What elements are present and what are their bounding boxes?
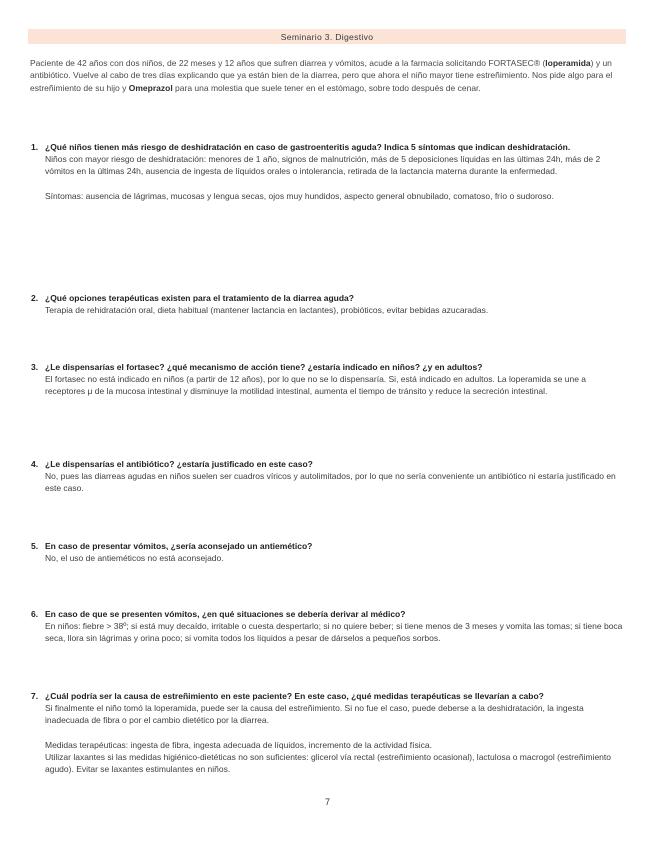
- question-number: 3.: [31, 362, 39, 372]
- question-title: ¿Le dispensarías el fortasec? ¿qué mecanismo de acción tiene? ¿estaría indicado en niños? ¿y en adultos?: [45, 362, 483, 372]
- question-answer: Si finalmente el niño tomó la loperamida, puede ser la causa del estreñimiento. Si no fue el caso, puede deberse a la deshidratación, la ingesta inadecuada de fibra o por el cambio dietético por la diarrea.: [45, 703, 584, 726]
- section-header: [28, 29, 626, 44]
- intro-text-2: ) y un antibiótico. Vuelve al cabo de tres días explicando que ya están bien de la diarrea, pero que ahora el niño mayor tiene estreñimiento. Nos pide algo para el estreñimiento de su hijo y: [30, 58, 613, 93]
- question-number: 6.: [31, 609, 39, 619]
- question-answer-laxatives: Utilizar laxantes si las medidas higiénico-dietéticas no son suficientes: glicerol vía rectal (estreñimiento ocasional), lactulosa o macrogol (estreñimiento agudo). Evitar se laxantes estimulantes en niños.: [45, 751, 611, 775]
- question-answer: Terapia de rehidratación oral, dieta habitual (mantener lactancia en lactantes), probióticos, evitar bebidas azucaradas.: [45, 305, 489, 316]
- question-7: [31, 690, 625, 775]
- intro-text-1: Paciente de 42 años con dos niños, de 22 meses y 12 años que sufren diarrea y vómitos, acude a la farmacia solicitando FORTASEC® (: [30, 58, 546, 68]
- question-number: 5.: [31, 541, 39, 551]
- question-number: 7.: [31, 691, 39, 701]
- question-title: ¿Cuál podría ser la causa de estreñimiento en este paciente? En este caso, ¿qué medidas terapéuticas se llevarían a cabo?: [45, 691, 544, 701]
- question-2: [31, 292, 625, 316]
- case-intro: [30, 57, 620, 94]
- question-answer-measures: Medidas terapéuticas: ingesta de fibra, ingesta adecuada de líquidos, incremento de la actividad física.: [45, 739, 432, 750]
- question-answer-symptoms: Síntomas: ausencia de lágrimas, mucosas y lengua secas, ojos muy hundidos, aspecto general obnubilado, comatoso, frío o sudoroso.: [45, 190, 554, 201]
- question-number: 1.: [31, 142, 39, 152]
- question-number: 2.: [31, 293, 39, 303]
- question-number: 4.: [31, 459, 39, 469]
- question-answer: En niños: fiebre > 38º; si está muy decaído, irritable o cuesta despertarlo; si no quiere beber; si tiene menos de 3 meses y vomita las tomas; si tiene boca seca, llora sin lágrimas y orina poco; si vomita todos los líquidos a pesar de dárselos a pequeños sorbos.: [45, 621, 623, 644]
- intro-bold-loperamida: loperamida: [545, 58, 591, 68]
- question-5: [31, 540, 625, 564]
- question-title: En caso de presentar vómitos, ¿sería aconsejado un antiemético?: [45, 541, 313, 551]
- question-title: ¿Qué niños tienen más riesgo de deshidratación en caso de gastroenteritis aguda? Indica 5 síntomas que indican deshidratación.: [45, 142, 571, 152]
- question-6: [31, 608, 625, 645]
- intro-text-3: para una molestia que suele tener en el estómago, sobre todo después de cenar.: [172, 82, 481, 93]
- question-answer: No, pues las diarreas agudas en niños suelen ser cuadros víricos y autolimitados, por lo que no sería conveniente un antibiótico ni estaría justificado en este caso.: [45, 471, 616, 494]
- question-title: ¿Qué opciones terapéuticas existen para el tratamiento de la diarrea aguda?: [45, 293, 354, 303]
- question-answer: Niños con mayor riesgo de deshidratación: menores de 1 año, signos de malnutrición, más de 5 deposiciones líquidas en las últimas 24h, más de 2 vómitos en la últimas 24h, ausencia de ingesta de líquidos orales o intolerancia, retirada de la lactancia materna durante la enfermedad.: [45, 154, 601, 177]
- question-title: ¿Le dispensarías el antibiótico? ¿estaría justificado en este caso?: [45, 459, 313, 469]
- question-4: [31, 458, 625, 495]
- question-answer: No, el uso de antieméticos no está aconsejado.: [45, 553, 224, 564]
- question-1: [31, 141, 625, 202]
- section-title: Seminario 3. Digestivo: [280, 31, 374, 42]
- page-number: 7: [324, 797, 330, 807]
- question-3: [31, 361, 625, 398]
- intro-bold-omeprazol: Omeprazol: [128, 82, 173, 93]
- question-title: En caso de que se presenten vómitos, ¿en qué situaciones se debería derivar al médico?: [45, 609, 406, 619]
- question-answer: El fortasec no está indicado en niños (a partir de 12 años), por lo que no se lo dispensaría. Si, está indicado en adultos. La loperamida se une a receptores μ de la mucosa intestinal y disminuye la motilidad intestinal, aumenta el tiempo de tránsito y reduce la secreción intestinal.: [45, 374, 587, 397]
